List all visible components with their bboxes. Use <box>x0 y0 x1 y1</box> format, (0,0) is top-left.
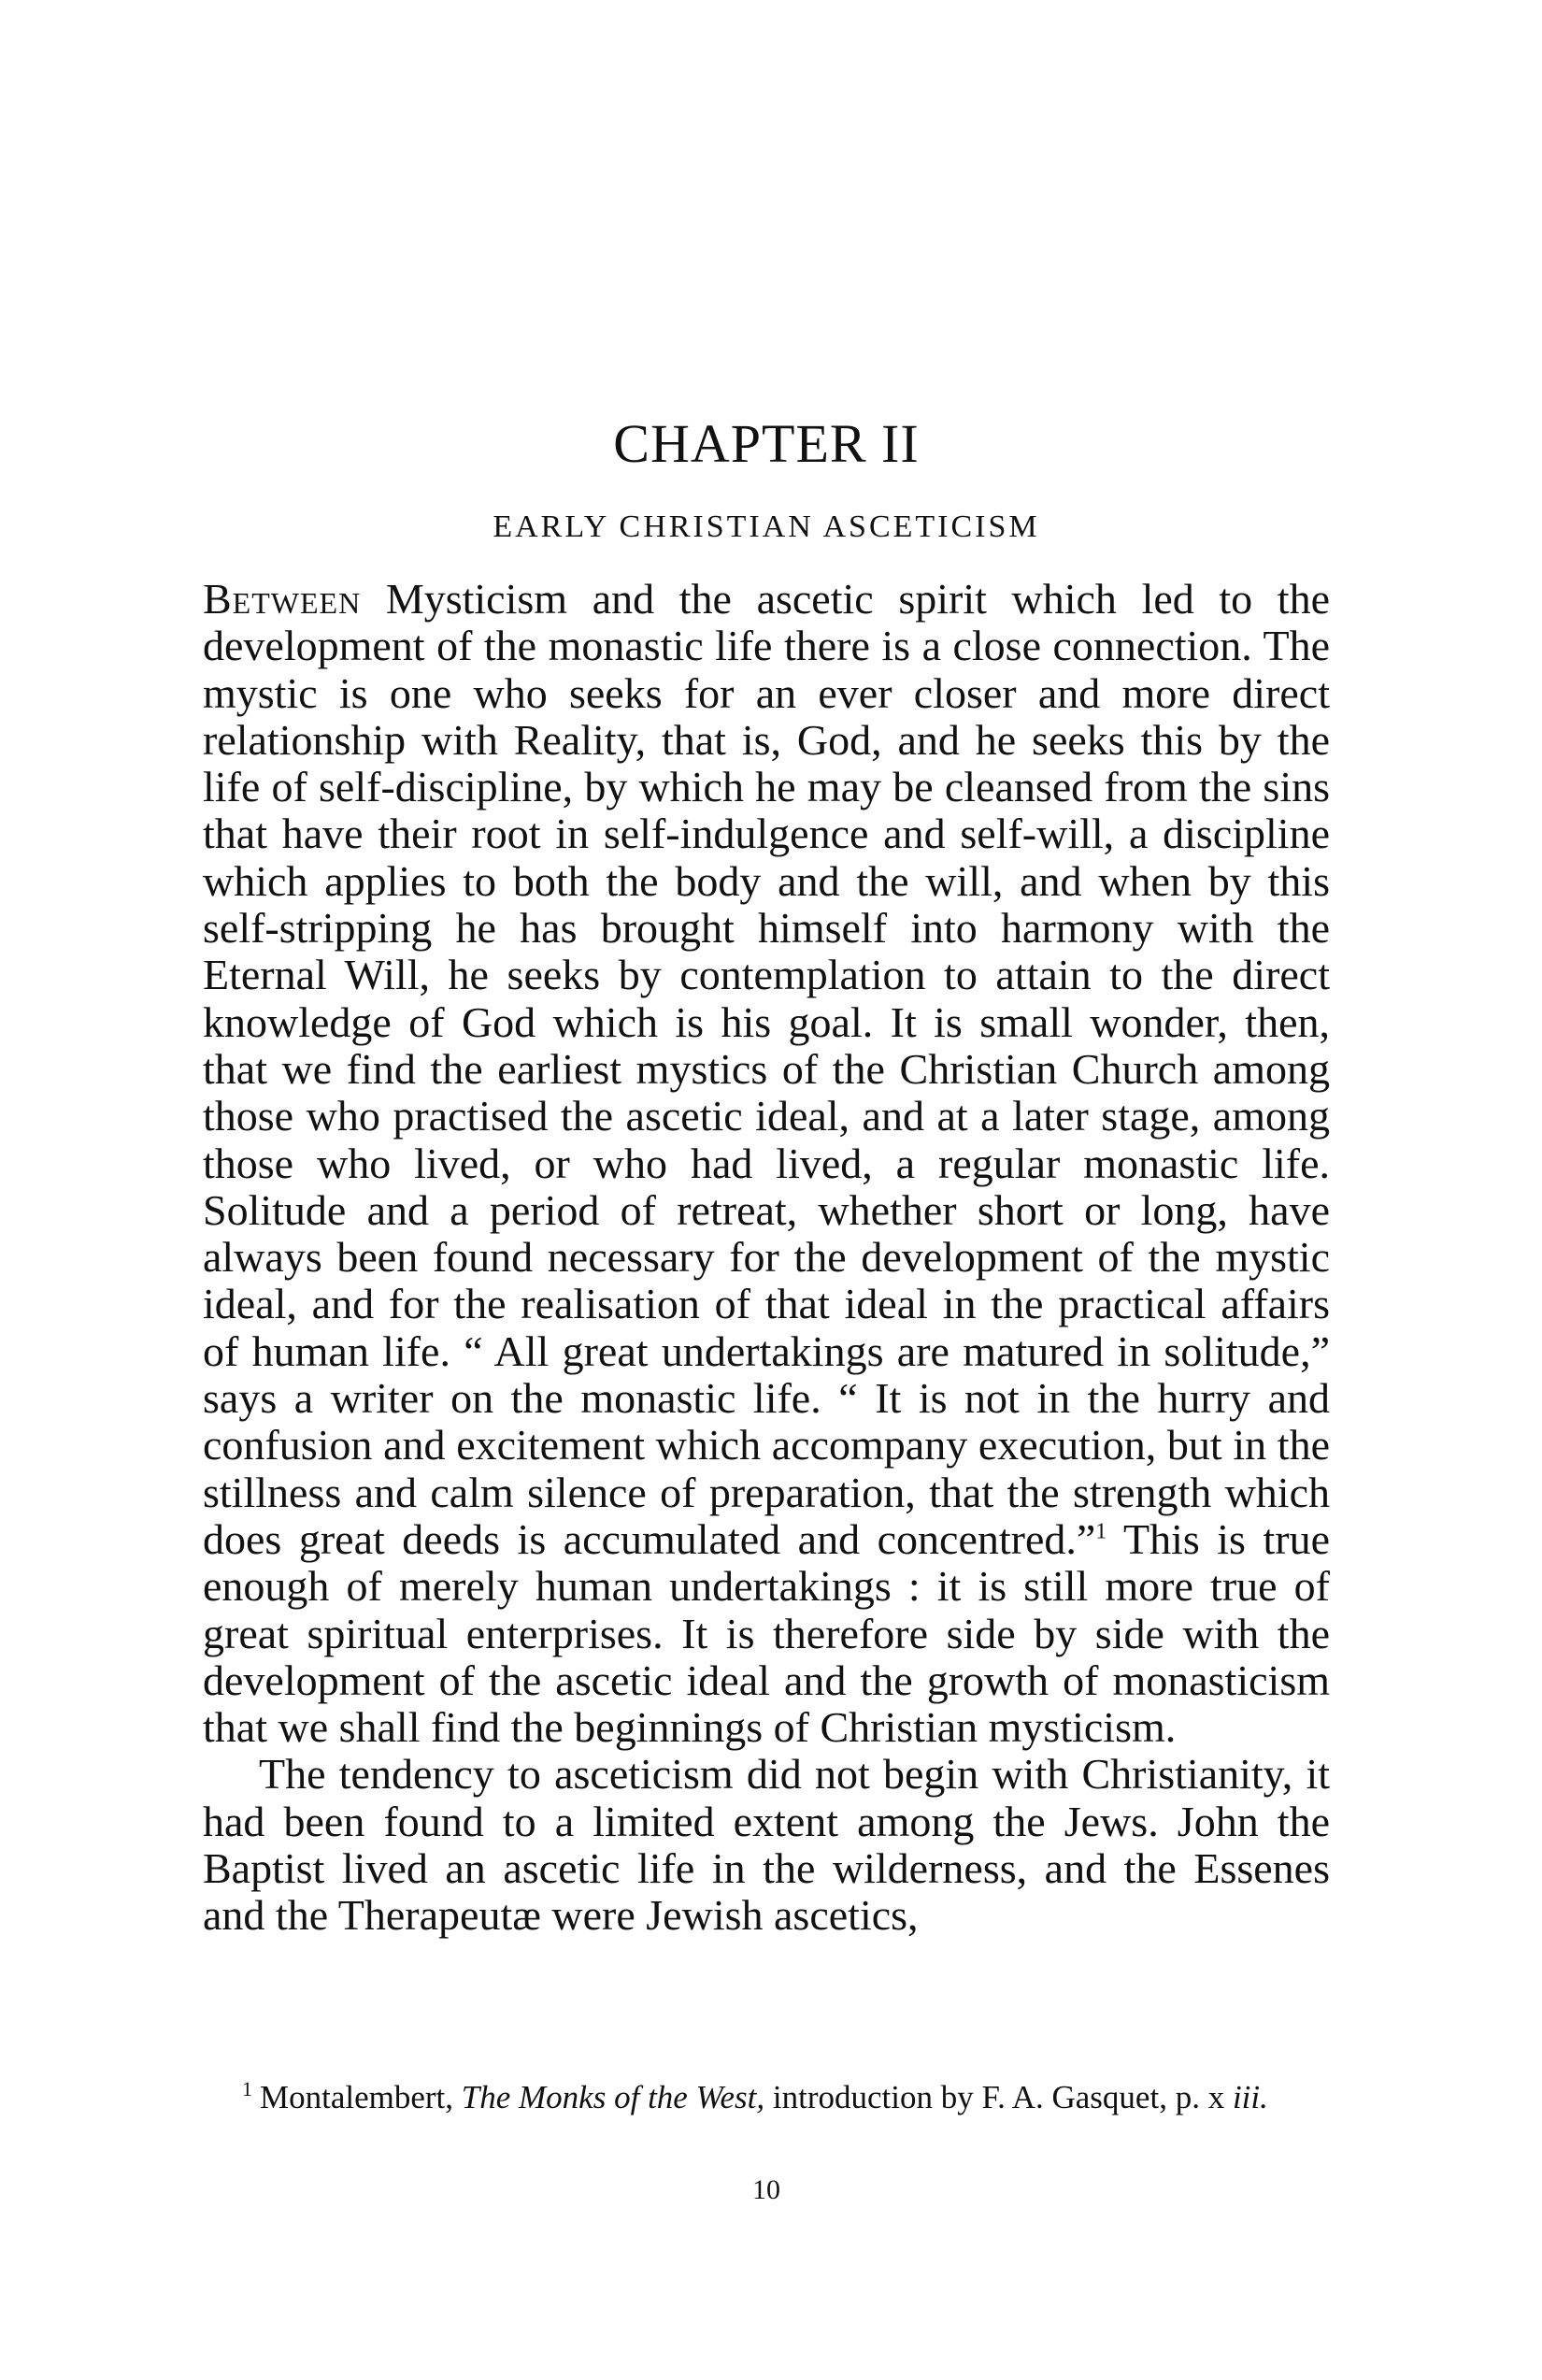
paragraph-1 <box>203 576 1330 1751</box>
book-page <box>203 0 1330 2380</box>
footnote-page-ref: iii. <box>1232 2079 1268 2115</box>
footnote-marker: 1 <box>242 2077 252 2101</box>
footnote-1 <box>203 2079 1330 2116</box>
footnote-book-title: The Monks of the West, <box>461 2079 765 2115</box>
chapter-subtitle: EARLY CHRISTIAN ASCETICISM <box>493 509 1040 544</box>
paragraph-1-continuation: This is true enough of merely human undertakings : it is still more true of great spiritual enterprises. It is therefore side by side with the development of the ascetic ideal and the growth of monasticism that we shall find the beginnings of Christian mysticism. <box>203 1514 1330 1752</box>
footnote-author: Montalembert, <box>260 2079 454 2115</box>
footnote-details: introduction by F. A. Gasquet, p. x <box>772 2079 1225 2115</box>
page-number: 10 <box>752 2174 780 2205</box>
paragraph-2: The tendency to asceticism did not begin with Christianity, it had been found to a limited extent among the Jews. John the Baptist lived an ascetic life in the wilderness, and the Essenes and the Therapeutæ were Jewish ascetics, <box>203 1750 1330 1940</box>
footnotes <box>203 2079 1330 2116</box>
body-text <box>203 576 1330 1940</box>
opening-word: Between <box>203 575 362 623</box>
paragraph-1-text: Mysticism and the ascetic spirit which led to the development of the monastic life there is a close connection. The mystic is one who seeks for an ever closer and more direct relationship with Reality, that is, God, and he seeks this by the life of self-discipline, by which he may be cleansed from the sins that have their root in self-indulgence and self-will, a discipline which applies to both the body and the will, and when by this self-stripping he has brought himself into harmony with the Eternal Will, he seeks by contemplation to attain to the direct knowledge of God which is his goal. It is small wonder, then, that we find the earliest mystics of the Christian Church among those who practised the ascetic ideal, and at a later stage, among those who lived, or who had lived, a regular monastic life. Solitude and a period of retreat, whether short or long, have always been found necessary for the development of the mystic ideal, and for the realisation of that ideal in the practical affairs of human life. “ All great undertakings are matured in solitude,” says a writer on the monastic life. “ It is not in the hurry and confusion and excitement which accompany execution, but in the stillness and calm silence of preparation, that the strength which does great deeds is accumulated and concentred.” <box>203 575 1330 1563</box>
footnote-reference: 1 <box>1095 1519 1107 1544</box>
chapter-heading: CHAPTER II <box>613 413 920 474</box>
